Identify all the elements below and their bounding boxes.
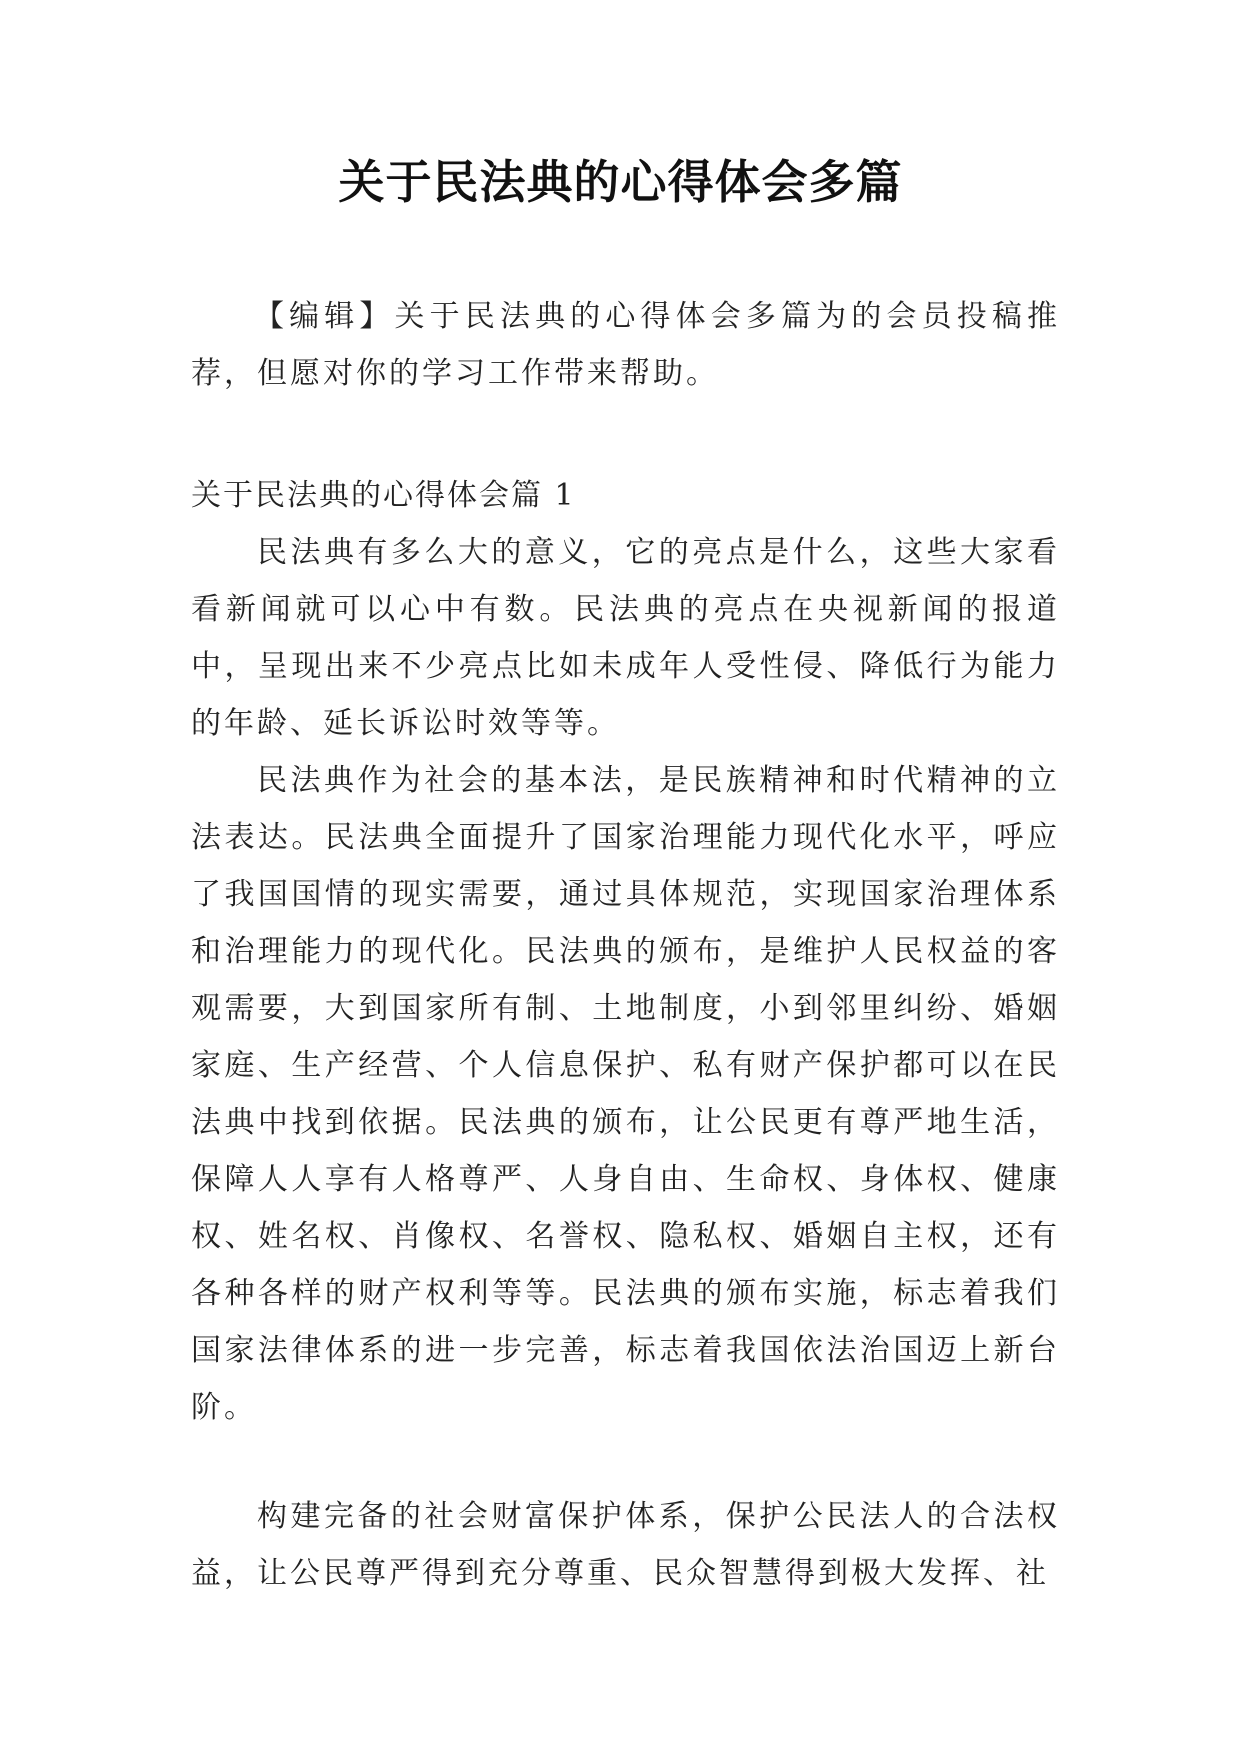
body-paragraph: 民法典作为社会的基本法，是民族精神和时代精神的立法表达。民法典全面提升了国家治理能力现代化水平，呼应了我国国情的现实需要，通过具体规范，实现国家治理体系和治理能力的现代化。民法典的颁布，是维护人民权益的客观需要，大到国家所有制、土地制度，小到邻里纠纷、婚姻家庭、生产经营、个人信息保护、私有财产保护都可以在民法典中找到依据。民法典的颁布，让公民更有尊严地生活，保障人人享有人格尊严、人身自由、生命权、身体权、健康权、姓名权、肖像权、名誉权、隐私权、婚姻自主权，还有各种各样的财产权利等等。民法典的颁布实施，标志着我们国家法律体系的进一步完善，标志着我国依法治国迈上新台阶。 (191, 763, 1060, 1425)
section-heading: 关于民法典的心得体会篇 1 (191, 478, 576, 513)
body-paragraph: 民法典有多么大的意义，它的亮点是什么，这些大家看看新闻就可以心中有数。民法典的亮点在央视新闻的报道中，呈现出来不少亮点比如未成年人受性侵、降低行为能力的年龄、延长诉讼时效等等。 (191, 535, 1060, 741)
document-title: 关于民法典的心得体会多篇 (338, 155, 903, 209)
intro-paragraph: 【编辑】关于民法典的心得体会多篇为的会员投稿推荐，但愿对你的学习工作带来帮助。 (191, 299, 1060, 391)
body-paragraph: 构建完备的社会财富保护体系，保护公民法人的合法权益，让公民尊严得到充分尊重、民众智慧得到极大发挥、社 (191, 1499, 1060, 1591)
